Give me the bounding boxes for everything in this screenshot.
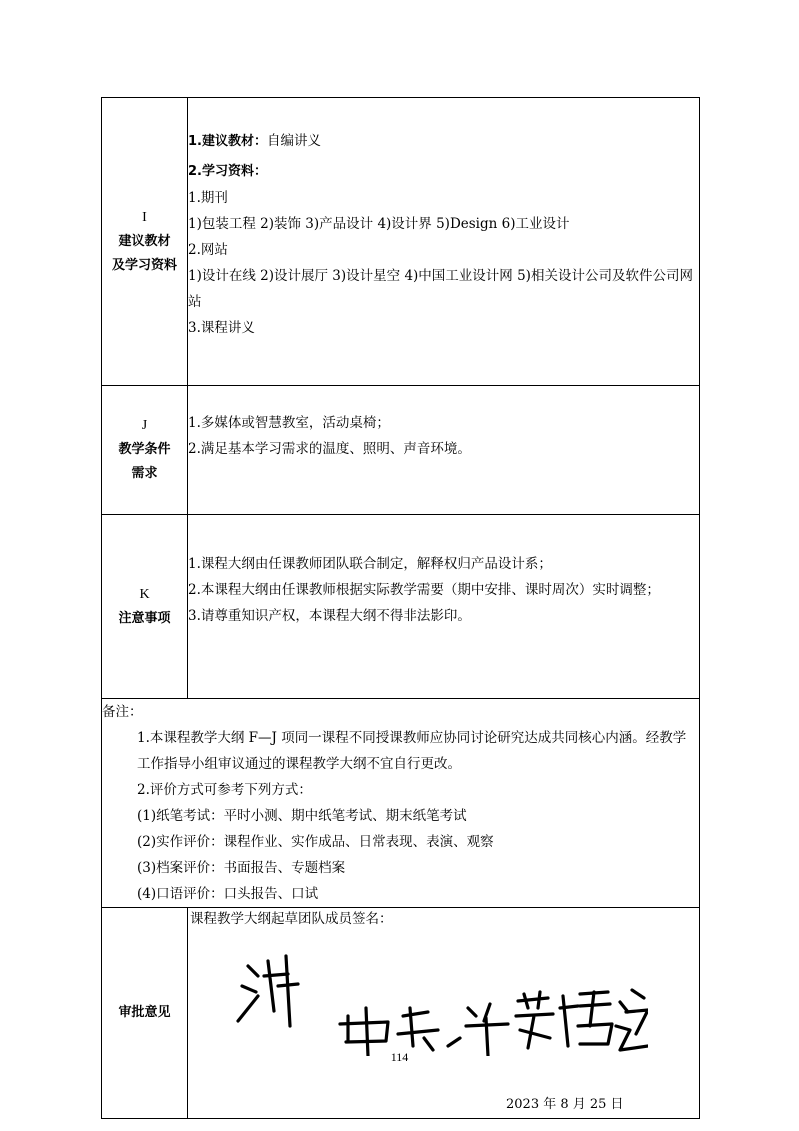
row-remarks	[102, 699, 700, 908]
label-cell-i	[102, 98, 188, 386]
section-code: K	[139, 586, 150, 602]
section-name: 需求	[131, 466, 158, 481]
label-cell-j	[102, 386, 188, 515]
websites-head: 2.网站	[188, 242, 228, 258]
journals-list: 1)包装工程 2)装饰 3)产品设计 4)设计界 5)Design 6)工业设计	[188, 216, 570, 232]
eval-method: (3)档案评价：书面报告、专题档案	[137, 860, 346, 876]
lecture-notes: 3.课程讲义	[188, 320, 255, 336]
content-cell-k	[188, 515, 700, 699]
section-name: 建议教材	[118, 233, 171, 249]
materials-label: 2.学习资料：	[188, 164, 267, 179]
textbook-label: 1.建议教材：	[188, 134, 267, 149]
list-item: 1.多媒体或智慧教室，活动桌椅；	[188, 415, 390, 431]
remarks-title: 备注：	[102, 704, 143, 720]
textbook-line	[188, 128, 699, 155]
eval-method: (1)纸笔考试：平时小测、期中纸笔考试、期末纸笔考试	[137, 808, 467, 824]
approval-date: 2023 年 8 月 25 日	[506, 1097, 624, 1112]
section-code: J	[141, 418, 148, 433]
eval-method: (4)口语评价：口头报告、口试	[137, 886, 319, 902]
remarks-item-2: 2.评价方式可参考下列方式：	[137, 782, 312, 798]
row-approval	[102, 908, 700, 1119]
list-item: 3.请尊重知识产权，本课程大纲不得非法影印。	[188, 608, 471, 624]
websites-list: 1)设计在线 2)设计展厅 3)设计星空 4)中国工业设计网 5)相关设计公司及软件公司网站	[188, 268, 693, 310]
row-teaching-conditions	[102, 386, 700, 515]
signature-title: 课程教学大纲起草团队成员签名：	[190, 911, 393, 927]
section-name: 注意事项	[118, 610, 171, 626]
journals-head: 1.期刊	[188, 190, 228, 206]
list-item: 2.本课程大纲由任课教师根据实际教学需要（期中安排、课时周次）实时调整；	[188, 582, 660, 598]
content-cell-i	[188, 98, 700, 386]
remarks-item-1: 1.本课程教学大纲 F—J 项同一课程不同授课教师应协同讨论研究达成共同核心内涵。经教学工作指导小组审议通过的课程教学大纲不宜自行更改。	[137, 730, 687, 772]
content-cell-j	[188, 386, 700, 515]
row-notes	[102, 515, 700, 699]
syllabus-table	[101, 97, 700, 1119]
eval-method: (2)实作评价：课程作业、实作成品、日常表现、表演、观察	[137, 834, 494, 850]
handwritten-signatures	[228, 946, 648, 1056]
remarks-cell	[102, 699, 700, 908]
section-name: 及学习资料	[111, 257, 177, 273]
list-item: 1.课程大纲由任课教师团队联合制定，解释权归产品设计系；	[188, 556, 552, 572]
approval-label: 审批意见	[102, 908, 188, 1119]
label-cell-k	[102, 515, 188, 699]
textbook-value: 自编讲义	[266, 133, 321, 149]
approval-cell	[188, 908, 700, 1119]
section-name: 教学条件	[118, 442, 171, 457]
list-item: 2.满足基本学习需求的温度、照明、声音环境。	[188, 441, 471, 457]
section-code: I	[142, 209, 147, 225]
page-number: 114	[390, 1050, 409, 1064]
row-textbooks	[102, 98, 700, 386]
